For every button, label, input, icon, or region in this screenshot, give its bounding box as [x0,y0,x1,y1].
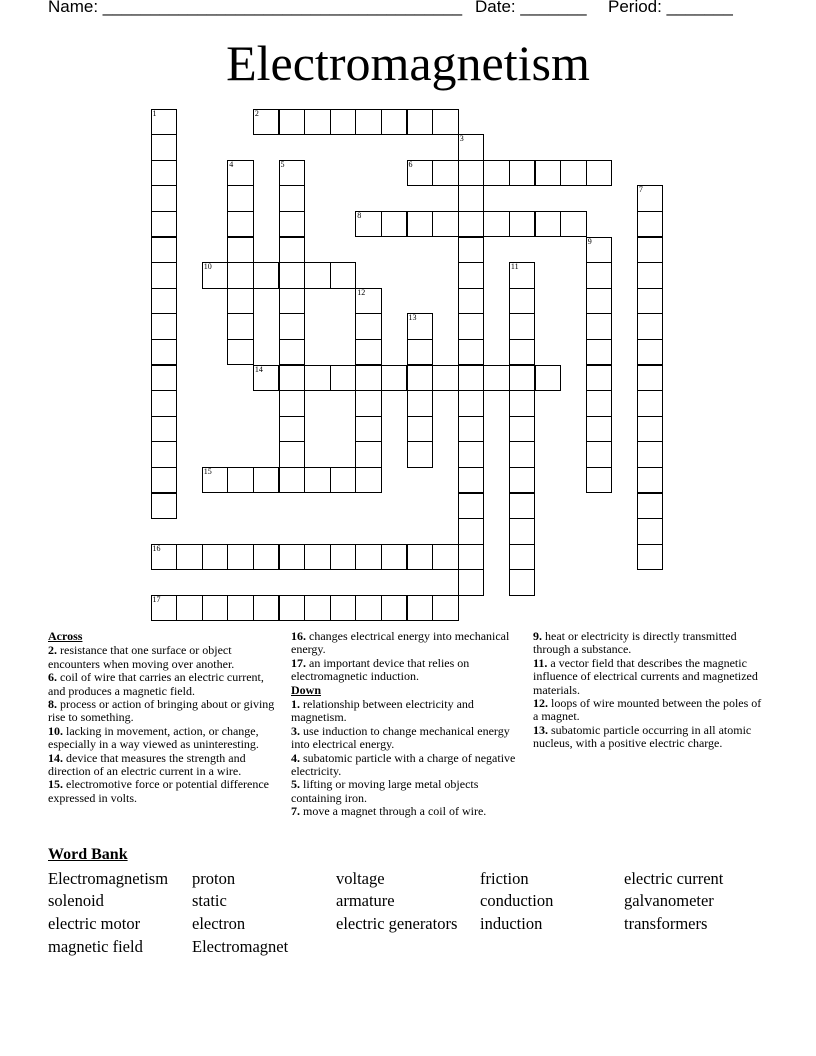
crossword-cell[interactable] [432,109,459,136]
crossword-cell[interactable] [586,288,613,315]
crossword-cell[interactable] [458,313,485,340]
clue-item [291,752,523,779]
date-field-label: Date: _______ [475,0,587,16]
crossword-cell[interactable] [381,109,408,136]
crossword-cell[interactable] [509,390,536,417]
clue-item [291,805,523,818]
crossword-cell[interactable] [637,288,664,315]
crossword-cell[interactable] [151,365,178,392]
crossword-cell[interactable] [330,262,357,289]
clue-number: 7 [638,185,643,195]
clue-item [291,778,523,805]
clue-item [48,698,280,725]
word-bank-word: galvanometer [624,891,714,910]
clue-item-number: 6. [48,670,57,685]
clue-number: 3 [459,134,464,144]
crossword-cell[interactable] [458,262,485,289]
crossword-cell[interactable] [535,365,562,392]
clue-item-text: loops of wire mounted between the poles of a magnet. [533,696,762,724]
crossword-cell[interactable] [458,390,485,417]
clue-item-text: heat or electricity is directly transmitted through a substance. [533,629,737,657]
word-bank-word: electric motor [48,914,141,933]
crossword-cell[interactable] [253,109,280,136]
crossword-cell[interactable] [586,262,613,289]
crossword-cell[interactable] [355,544,382,571]
crossword-cell[interactable] [509,416,536,443]
crossword-cell[interactable] [458,493,485,520]
clue-item [291,698,523,725]
crossword-cell[interactable] [330,365,357,392]
crossword-cell[interactable] [151,109,178,136]
crossword-cell[interactable] [279,365,306,392]
crossword-cell[interactable] [151,134,178,161]
crossword-cell[interactable] [407,211,434,238]
clue-item [533,724,765,751]
crossword-cell[interactable] [458,518,485,545]
crossword-cell[interactable] [458,211,485,238]
clue-item-number: 11. [533,655,548,670]
crossword-cell[interactable] [509,160,536,187]
clue-item [291,657,523,684]
crossword-cell[interactable] [637,518,664,545]
clue-number: 9 [587,236,592,246]
crossword-cell[interactable] [279,544,306,571]
crossword-cell[interactable] [586,237,613,264]
name-field-label: Name: ______________________________________ [48,0,463,16]
clue-number: 2 [254,108,259,118]
crossword-cell[interactable] [151,185,178,212]
word-bank-word: static [192,891,227,910]
crossword-cell[interactable] [355,339,382,366]
crossword-cell[interactable] [279,109,306,136]
crossword-cell[interactable] [637,390,664,417]
crossword-cell[interactable] [407,160,434,187]
clue-item-number: 5. [291,777,300,792]
crossword-cell[interactable] [483,160,510,187]
clue-number: 13 [408,313,417,323]
word-bank-word: electric generators [336,914,458,933]
crossword-cell[interactable] [304,365,331,392]
crossword-cell[interactable] [432,211,459,238]
crossword-cell[interactable] [304,467,331,494]
crossword-cell[interactable] [355,288,382,315]
crossword-cell[interactable] [637,262,664,289]
clue-item-number: 16. [291,629,306,643]
crossword-cell[interactable] [279,313,306,340]
crossword-cell[interactable] [637,185,664,212]
clue-item-number: 14. [48,750,63,765]
clue-item-number: 9. [533,629,542,643]
crossword-cell[interactable] [227,160,254,187]
crossword-cell[interactable] [458,441,485,468]
crossword-cell[interactable] [458,134,485,161]
clue-item-text: use induction to change mechanical energy into electrical energy. [291,723,510,752]
clue-item-text: subatomic particle occurring in all atomic nucleus, with a positive electric charge. [533,722,752,751]
crossword-cell[interactable] [637,211,664,238]
crossword-cell[interactable] [151,160,178,187]
period-field-label: Period: _______ [608,0,733,16]
crossword-cell[interactable] [279,595,306,622]
clue-number: 17 [152,594,161,604]
crossword-cell[interactable] [560,160,587,187]
crossword-cell[interactable] [227,595,254,622]
clue-item-text: lacking in movement, action, or change, especially in a way viewed as uninteresting. [48,723,259,752]
clue-item-text: electromotive force or potential difference expressed in volts. [48,777,270,805]
word-bank-word: conduction [480,891,554,910]
crossword-cell[interactable] [253,544,280,571]
clue-number: 16 [152,543,161,553]
page-title: Electromagnetism [226,35,590,91]
clue-item [48,644,280,671]
crossword-cell[interactable] [151,416,178,443]
crossword-cell[interactable] [151,467,178,494]
crossword-cell[interactable] [432,595,459,622]
clue-number: 10 [203,262,212,272]
clue-item [48,725,280,752]
crossword-cell[interactable] [586,365,613,392]
crossword-cell[interactable] [227,262,254,289]
crossword-cell[interactable] [381,211,408,238]
clue-number: 14 [254,364,263,374]
crossword-cell[interactable] [509,493,536,520]
word-bank-word: electric current [624,869,724,888]
clue-item-number: 10. [48,723,63,738]
clue-item-text: move a magnet through a coil of wire. [303,804,487,819]
crossword-cell[interactable] [407,390,434,417]
crossword-cell[interactable] [227,211,254,238]
crossword-cell[interactable] [458,467,485,494]
clue-item-number: 13. [533,722,548,737]
word-bank-word: voltage [336,869,385,888]
crossword-cell[interactable] [381,365,408,392]
crossword-cell[interactable] [535,160,562,187]
crossword-cell[interactable] [355,467,382,494]
crossword-cell[interactable] [151,493,178,520]
crossword-cell[interactable] [202,544,229,571]
crossword-cell[interactable] [509,288,536,315]
crossword-cell[interactable] [509,441,536,468]
crossword-cell[interactable] [535,211,562,238]
crossword-cell[interactable] [253,467,280,494]
crossword-cell[interactable] [509,313,536,340]
crossword-cell[interactable] [637,365,664,392]
word-bank-word: magnetic field [48,937,143,956]
crossword-cell[interactable] [151,313,178,340]
crossword-cell[interactable] [432,365,459,392]
clue-item [291,725,523,752]
clue-item [533,657,765,697]
crossword-cell[interactable] [304,262,331,289]
crossword-cell[interactable] [586,390,613,417]
clue-item-text: an important device that relies on electromagnetic induction. [291,655,470,684]
crossword-cell[interactable] [458,416,485,443]
crossword-cell[interactable] [355,109,382,136]
crossword-cell[interactable] [355,313,382,340]
crossword-cell[interactable] [432,160,459,187]
clue-item [48,671,280,698]
crossword-cell[interactable] [509,211,536,238]
clue-item-text: a vector field that describes the magnetic influence of electrical currents and magnetized materials. [533,655,758,697]
crossword-cell[interactable] [458,544,485,571]
crossword-cell[interactable] [253,262,280,289]
crossword-cell[interactable] [279,237,306,264]
crossword-cell[interactable] [586,467,613,494]
word-bank-word: armature [336,891,395,910]
crossword-cell[interactable] [253,365,280,392]
crossword-cell[interactable] [279,416,306,443]
clue-item-text: coil of wire that carries an electric current, and produces a magnetic field. [48,670,264,698]
word-bank-title: Word Bank [48,846,128,863]
crossword-cell[interactable] [407,544,434,571]
crossword-cell[interactable] [355,211,382,238]
clue-item-number: 7. [291,804,300,819]
clues-column-2 [291,630,523,819]
crossword-cell[interactable] [279,467,306,494]
clue-section-heading: Across [48,629,83,643]
clue-number: 4 [229,159,234,169]
crossword-cell[interactable] [483,365,510,392]
clue-item-text: changes electrical energy into mechanical energy. [291,629,510,657]
crossword-cell[interactable] [151,595,178,622]
crossword-cell[interactable] [637,416,664,443]
clues-column-1 [48,630,280,805]
crossword-cell[interactable] [202,262,229,289]
word-bank-word: proton [192,869,236,888]
clue-section-heading: Down [291,682,322,697]
crossword-cell[interactable] [381,544,408,571]
clue-item [533,697,765,724]
crossword-cell[interactable] [330,544,357,571]
crossword-cell[interactable] [227,339,254,366]
crossword-cell[interactable] [637,493,664,520]
crossword-cell[interactable] [279,441,306,468]
crossword-cell[interactable] [509,467,536,494]
crossword-cell[interactable] [355,390,382,417]
crossword-cell[interactable] [202,467,229,494]
crossword-cell[interactable] [279,262,306,289]
crossword-cell[interactable] [330,467,357,494]
crossword-cell[interactable] [458,237,485,264]
crossword-cell[interactable] [407,441,434,468]
crossword-cell[interactable] [227,544,254,571]
clue-number: 15 [203,466,212,476]
crossword-cell[interactable] [151,288,178,315]
crossword-cell[interactable] [407,339,434,366]
word-bank-word: Electromagnetism [48,869,169,888]
clue-item-number: 17. [291,655,306,670]
crossword-cell[interactable] [304,595,331,622]
crossword-cell[interactable] [355,416,382,443]
crossword-cell[interactable] [355,365,382,392]
clue-item-text: device that measures the strength and direction of an electric current in a wire. [48,750,246,779]
crossword-cell[interactable] [279,185,306,212]
crossword-cell[interactable] [381,595,408,622]
crossword-cell[interactable] [279,390,306,417]
clue-item-number: 4. [291,750,300,765]
crossword-cell[interactable] [637,544,664,571]
crossword-cell[interactable] [586,160,613,187]
crossword-cell[interactable] [279,211,306,238]
crossword-cell[interactable] [458,160,485,187]
crossword-cell[interactable] [586,339,613,366]
crossword-cell[interactable] [355,595,382,622]
clues-column-3 [533,630,765,751]
crossword-cell[interactable] [279,339,306,366]
crossword-cell[interactable] [586,441,613,468]
word-bank-word: Electromagnet [192,937,289,956]
crossword-cell[interactable] [458,569,485,596]
crossword-cell[interactable] [458,339,485,366]
crossword-cell[interactable] [253,595,280,622]
crossword-cell[interactable] [151,262,178,289]
word-bank-word: electron [192,914,246,933]
clue-number: 6 [408,159,413,169]
crossword-cell[interactable] [458,365,485,392]
clue-item [291,630,523,657]
crossword-cell[interactable] [227,313,254,340]
crossword-cell[interactable] [151,390,178,417]
crossword-cell[interactable] [509,518,536,545]
crossword-cell[interactable] [151,339,178,366]
crossword-cell[interactable] [304,544,331,571]
crossword-cell[interactable] [560,211,587,238]
word-bank-word: induction [480,914,543,933]
crossword-cell[interactable] [432,544,459,571]
clue-item [48,778,280,805]
word-bank-word: solenoid [48,891,104,910]
crossword-cell[interactable] [637,313,664,340]
crossword-cell[interactable] [227,185,254,212]
crossword-cell[interactable] [151,544,178,571]
crossword-cell[interactable] [151,441,178,468]
clue-item-number: 2. [48,643,57,658]
crossword-cell[interactable] [151,211,178,238]
crossword-cell[interactable] [330,595,357,622]
crossword-cell[interactable] [637,467,664,494]
clue-number: 1 [152,108,157,118]
clue-item-text: subatomic particle with a charge of negative electricity. [291,750,516,779]
crossword-cell[interactable] [458,185,485,212]
clue-item-number: 8. [48,697,57,712]
crossword-cell[interactable] [176,544,203,571]
clue-item-number: 1. [291,697,300,712]
crossword-cell[interactable] [279,160,306,187]
word-bank-word: friction [480,869,529,888]
clue-number: 5 [280,159,285,169]
clue-item-text: lifting or moving large metal objects containing iron. [291,777,479,805]
clue-item-number: 15. [48,777,63,792]
crossword-cell[interactable] [304,109,331,136]
crossword-cell[interactable] [509,339,536,366]
crossword-cell[interactable] [227,467,254,494]
crossword-cell[interactable] [637,339,664,366]
crossword-cell[interactable] [407,313,434,340]
crossword-cell[interactable] [407,416,434,443]
crossword-cell[interactable] [483,211,510,238]
crossword-cell[interactable] [202,595,229,622]
crossword-cell[interactable] [637,441,664,468]
clue-number: 11 [510,262,519,272]
clue-item [48,752,280,779]
crossword-cell[interactable] [509,365,536,392]
clue-item [533,630,765,657]
crossword-cell[interactable] [279,288,306,315]
clue-item-number: 3. [291,723,300,738]
crossword-cell[interactable] [227,237,254,264]
crossword-cell[interactable] [330,109,357,136]
crossword-cell[interactable] [509,544,536,571]
clue-item-number: 12. [533,696,548,711]
clue-number: 8 [357,210,362,220]
crossword-cell[interactable] [355,441,382,468]
crossword-cell[interactable] [509,569,536,596]
clue-item-text: process or action of bringing about or giving rise to something. [48,697,275,725]
crossword-cell[interactable] [407,595,434,622]
word-bank-word: transformers [624,914,708,933]
clue-item-text: resistance that one surface or object encounters when moving over another. [48,643,235,671]
crossword-cell[interactable] [151,237,178,264]
crossword-cell[interactable] [227,288,254,315]
clue-item-text: relationship between electricity and magnetism. [291,697,474,725]
crossword-cell[interactable] [458,288,485,315]
crossword-cell[interactable] [586,416,613,443]
clue-number: 12 [357,287,366,297]
crossword-cell[interactable] [586,313,613,340]
crossword-cell[interactable] [176,595,203,622]
crossword-cell[interactable] [509,262,536,289]
crossword-cell[interactable] [637,237,664,264]
crossword-cell[interactable] [407,109,434,136]
crossword-cell[interactable] [407,365,434,392]
